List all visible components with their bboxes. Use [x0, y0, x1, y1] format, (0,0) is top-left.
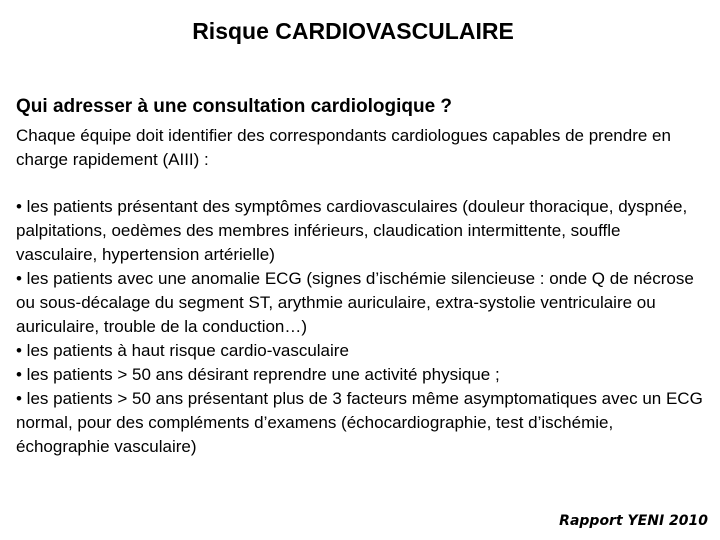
- slide-title: Risque CARDIOVASCULAIRE: [192, 18, 514, 44]
- slide-content: [16, 96, 706, 459]
- bullet-item: • les patients présentant des symptômes cardiovasculaires (douleur thoracique, dyspnée, palpitations, oedèmes des membres inférieurs, claudication intermittente, souffle vasculaire, hypertension artérielle): [16, 197, 688, 264]
- bullet-item: • les patients à haut risque cardio-vasculaire: [16, 341, 349, 360]
- bullet-list: [16, 195, 706, 459]
- slide-subtitle: Qui adresser à une consultation cardiologique ?: [16, 96, 453, 117]
- bullet-item: • les patients avec une anomalie ECG (signes d’ischémie silencieuse : onde Q de nécrose ou sous-décalage du segment ST, arythmie auriculaire, extra-systolie ventriculaire ou auriculaire, trouble de la conduction…): [16, 269, 694, 336]
- bullet-item: • les patients > 50 ans présentant plus de 3 facteurs même asymptomatiques avec un ECG normal, pour des compléments d’examens (échocardiographie, test d’ischémie, échographie vasculaire): [16, 389, 703, 456]
- source-footer: Rapport YENI 2010: [559, 513, 708, 529]
- bullet-item: • les patients > 50 ans désirant reprendre une activité physique ;: [16, 365, 500, 384]
- intro-paragraph: Chaque équipe doit identifier des correspondants cardiologues capables de prendre en charge rapidement (AIII) :: [16, 126, 671, 169]
